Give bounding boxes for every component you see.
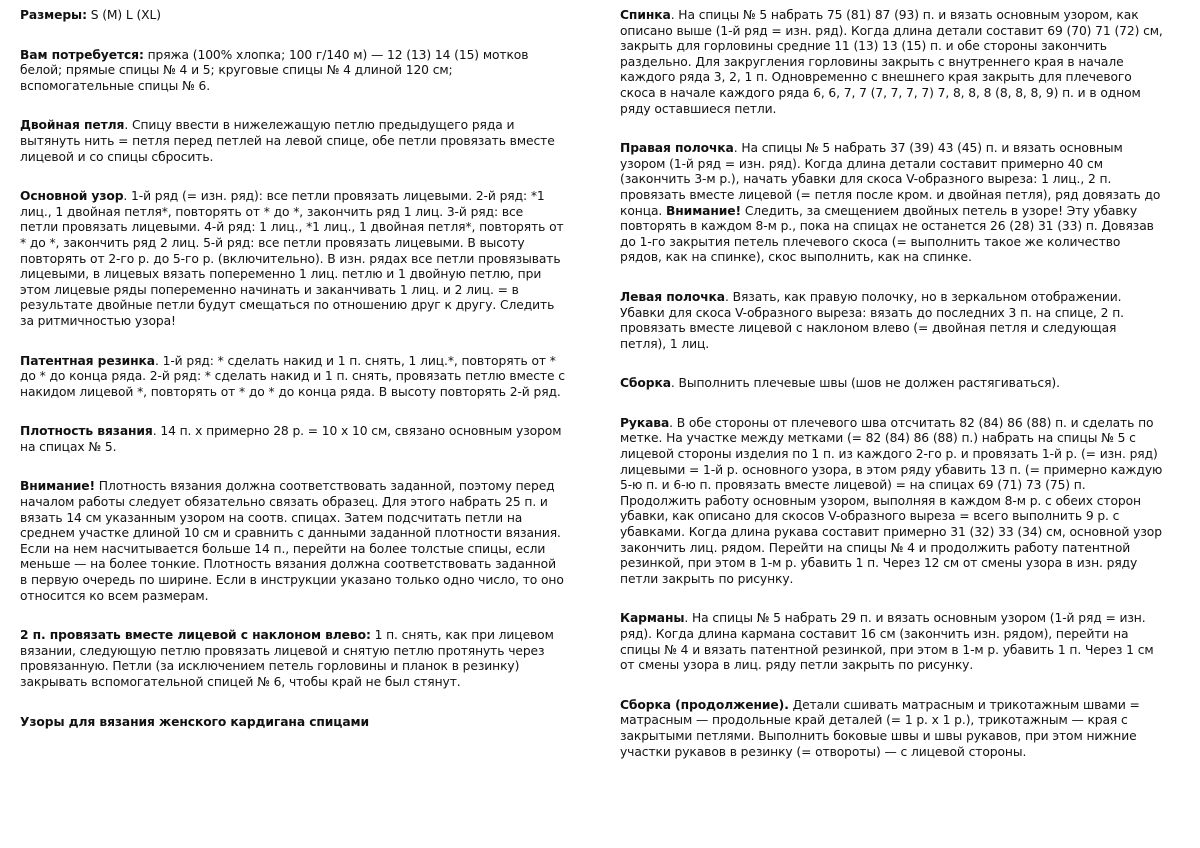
section-title: Патентная резинка (20, 353, 155, 368)
section-title: Внимание! (20, 479, 95, 494)
section-pockets (620, 611, 1165, 673)
section-title-inline: Внимание! (666, 203, 742, 218)
section-title: Правая полочка (620, 141, 734, 156)
section-title: 2 п. провязать вместе лицевой с наклоном влево: (20, 628, 371, 643)
section-body: . 14 п. х примерно 28 р. = 10 х 10 см, связано основным узором на спицах № 5. (20, 424, 562, 454)
section-body: . 1-й ряд (= изн. ряд): все петли провязать лицевыми. 2-й ряд: *1 лиц., 1 двойная петля*, повторять от * до *, закончить ряд 1 лиц. 3-й ряд: все петли провязать лицевыми. 4-й ряд: 1 лиц., *1 лиц., 1 двойная петля*, повторять от * до *, закончить ряд 2 лиц. 5-й ряд: все петли провязать лицевыми. В высоту повторять от 2-го р. до 5-го р. (включительно). В изн. рядах все петли провязывать лицевыми, в лицевых вязать попеременно 1 лиц. петлю и 1 двойную петлю, при этом лицевые ряды попеременно начинать и заканчивать 1 лиц. и 2 лиц. = в результате двойные петли будут смещаться по отношению друг к другу. Следить за ритмичностью узора! (20, 189, 564, 328)
section-title: Левая полочка (620, 289, 725, 304)
section-gauge (20, 424, 565, 455)
section-assembly-cont (620, 698, 1165, 760)
section-title: Сборка (620, 376, 671, 391)
section-back (620, 8, 1165, 117)
right-column (620, 8, 1165, 760)
section-title: Вам потребуется: (20, 47, 144, 62)
section-attention (20, 479, 565, 604)
section-double-loop (20, 118, 565, 165)
section-body-cont: Следить, за смещением двойных петель в узоре! Эту убавку повторять в каждом 8-м р., пока на спицах не останется 26 (28) 31 (33) п. Довязав до 1-го закрытия петель плечевого скоса (= выполнить такое же количество рядов, как на спинке), скос выполнить, как на спинке. (620, 203, 1154, 265)
section-body: . Вязать, как правую полочку, но в зеркальном отображении. Убавки для скоса V-образного выреза: вязать до последних 3 п. на спице, 2 п. провязать вместе лицевой с наклоном влево (= двойная петля и следующая петля), 1 лиц. (620, 289, 1124, 351)
section-title: Спинка (620, 8, 671, 22)
section-main-pattern (20, 189, 565, 329)
left-column (20, 8, 565, 730)
section-body: Детали сшивать матрасным и трикотажным швами = матрасным — продольные край деталей (= 1 р. х 1 р.), трикотажным — края с закрытыми петлями. Выполнить боковые швы и швы рукавов, при этом нижние участки рукавов в резинку (= отвороты) — с лицевой стороны. (620, 697, 1140, 759)
section-k2tog-left (20, 628, 565, 690)
section-body: 1 п. снять, как при лицевом вязании, следующую петлю провязать лицевой и снятую петлю протянуть через провязанную. Петли (за исключением петель горловины и планок в резинку) закрывать вспомогательной спицей № 6, чтобы край не был стянут. (20, 628, 554, 689)
section-sleeves (620, 416, 1165, 588)
section-title: Размеры: (20, 8, 87, 22)
section-title: Сборка (продолжение). (620, 697, 789, 712)
section-body: Плотность вязания должна соответствовать заданной, поэтому перед началом работы следует обязательно связать образец. Для этого набрать 25 п. и вязать 14 см указанным узором на соотв. спицах. Затем подсчитать петли на среднем участке длиной 10 см и сравнить с данными заданной плотности вязания. Если на нем насчитывается больше 14 п., перейти на более толстые спицы, если меньше — на более тонкие. Плотность вязания должна соответствовать заданной в первую очередь по ширине. Если в инструкции указано только одно число, то оно относится ко всем размерам. (20, 479, 564, 603)
section-body: пряжа (100% хлопка; 100 г/140 м) — 12 (13) 14 (15) мотков белой; прямые спицы № 4 и 5; круговые спицы № 4 длиной 120 см; вспомогательные спицы № 6. (20, 47, 529, 93)
section-title: Плотность вязания (20, 424, 153, 439)
section-left-front (620, 290, 1165, 352)
section-right-front (620, 141, 1165, 266)
section-body: . На спицы № 5 набрать 37 (39) 43 (45) п. и вязать основным узором (1-й ряд = изн. ряд). Когда длина детали составит примерно 40 см (закончить 3-м р.), начать убавки для скоса V-образного выреза: 1 лиц., 2 п. провязать вместе лицевой (= петля после кром. и двойная петля), ряд довязать до конца. (620, 141, 1161, 218)
section-body: S (M) L (XL) (86, 8, 161, 22)
section-assembly (620, 376, 1165, 392)
section-body: . 1-й ряд: * сделать накид и 1 п. снять, 1 лиц.*, повторять от * до * до конца ряда. 2-й ряд: * сделать накид и 1 п. снять, провязать петлю вместе с накидом лицевой *, повторять от * до * до конца ряда. В высоту повторять 2-й ряд. (20, 353, 565, 399)
section-title: Узоры для вязания женского кардигана спицами (20, 714, 369, 729)
section-sizes (20, 8, 565, 24)
section-body: . На спицы № 5 набрать 75 (81) 87 (93) п. и вязать основным узором, как описано выше (1-й ряд = изн. ряд). Когда длина детали составит 69 (70) 71 (72) см, закрыть для горловины средние 11 (13) 13 (15) п. и обе стороны закончить раздельно. Для закругления горловины закрыть с внутреннего края в начале каждого ряда 3, 2, 1 п. Одновременно с внешнего края закрыть для плечевого скоса в начале каждого ряда 6, 6, 7, 7 (7, 7, 7, 7) 7, 8, 8, 8 (8, 8, 8, 9) п. и в одном ряду оставшиеся петли. (620, 8, 1163, 116)
section-body: . В обе стороны от плечевого шва отсчитать 82 (84) 86 (88) п. и сделать по метке. На участке между метками (= 82 (84) 86 (88) п.) набрать на спицы № 5 с лицевой стороны изделия по 1 п. из каждого 2-го р. и провязать 1-й р. (= изн. ряд) лицевыми = 1-й р. основного узора, в этом ряду убавить 13 п. (= примерно каждую 5-ю п. и 6-ю п. провязать вместе лицевой) = на спицах 69 (71) 73 (75) п. Продолжить работу основным узором, выполняя в каждом 8-м р. с обеих сторон убавки, как описано для скосов V-образного выреза = всего выполнить 9 р. с убавками. Когда длина рукава составит примерно 31 (32) 33 (34) см, основной узор закончить лиц. рядом. Перейти на спицы № 4 и продолжить работу патентной резинкой, при этом в 1-м р. убавить 1 п. Через 12 см от смены узора в изн. ряду петли закрыть по рисунку. (620, 415, 1163, 586)
section-body: . На спицы № 5 набрать 29 п. и вязать основным узором (1-й ряд = изн. ряд). Когда длина кармана составит 16 см (закончить изн. рядом), перейти на спицы № 4 и вязать патентной резинкой, при этом в 1-м р. убавить 1 п. Через 1 см от смены узора в лиц. ряду петли закрыть по рисунку. (620, 611, 1154, 673)
section-body: . Спицу ввести в нижележащую петлю предыдущего ряда и вытянуть нить = петля перед петлей на левой спице, обе петли провязать вместе лицевой и со спицы сбросить. (20, 118, 555, 164)
section-title: Карманы (620, 611, 685, 626)
section-title: Двойная петля (20, 118, 125, 133)
section-body: . Выполнить плечевые швы (шов не должен растягиваться). (670, 376, 1060, 391)
section-materials (20, 48, 565, 95)
section-patent-rib (20, 354, 565, 401)
section-title: Рукава (620, 415, 670, 430)
section-title: Основной узор (20, 189, 124, 204)
section-caption (20, 715, 565, 731)
